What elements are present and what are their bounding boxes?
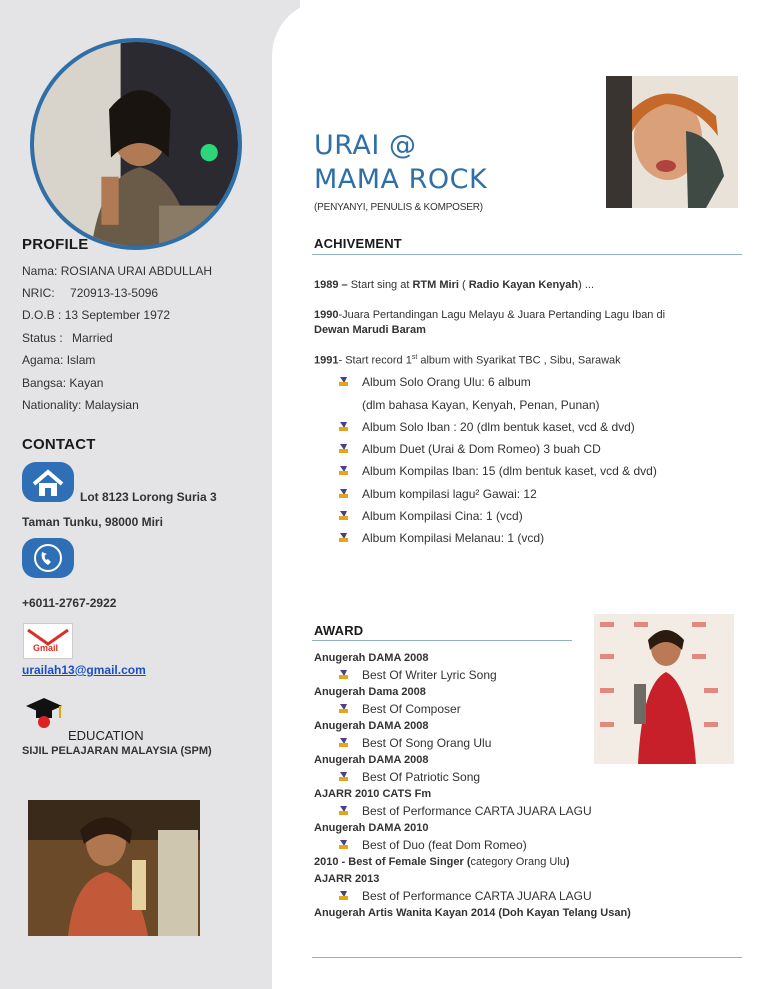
award-title: Anugerah DAMA 2008	[314, 652, 429, 664]
nric-value: 720913-13-5096	[70, 286, 159, 300]
award-title: Anugerah DAMA 2008	[314, 754, 429, 766]
home-icon	[22, 462, 74, 502]
agama-value: Islam	[66, 353, 96, 367]
text-1989-a: Start sing at	[347, 279, 413, 291]
contact-heading: CONTACT	[22, 436, 96, 453]
album-item: Album Kompilasi Cina: 1 (vcd)	[362, 509, 523, 523]
album-item: Album kompilasi lagu² Gawai: 12	[362, 487, 537, 501]
album-item: Album Kompilasi Melanau: 1 (vcd)	[362, 531, 545, 545]
award-photo	[594, 614, 734, 764]
text-1990-a: -Juara Pertandingan Lagu Melayu & Juara Pertanding Lagu Iban di	[338, 309, 666, 321]
education-value: SIJIL PELAJARAN MALAYSIA (SPM)	[22, 745, 212, 757]
bullet-icon	[339, 533, 348, 542]
achievement-1991	[314, 354, 621, 367]
name-value: ROSIANA URAI ABDULLAH	[60, 264, 213, 278]
bangsa-label: Bangsa:	[22, 376, 67, 390]
text-1989-c: (	[458, 279, 469, 291]
profile-row-bangsa	[22, 376, 103, 390]
bullet-icon	[339, 891, 348, 900]
year-1990: 1990	[314, 309, 339, 321]
award-item: Best Of Song Orang Ulu	[362, 736, 492, 750]
bullet-icon	[339, 704, 348, 713]
year-1991: 1991	[314, 354, 339, 367]
bullet-icon	[339, 772, 348, 781]
album-item: Album Solo Iban : 20 (dlm bentuk kaset, vcd & dvd)	[362, 420, 635, 434]
address-line2: Taman Tunku, 98000 Miri	[22, 515, 163, 529]
award-item: Best Of Writer Lyric Song	[362, 668, 497, 682]
bullet-icon	[339, 806, 348, 815]
text-1989-d: Radio Kayan Kenyah	[468, 279, 579, 291]
bullet-icon	[339, 511, 348, 520]
bullet-icon	[339, 738, 348, 747]
profile-row-status	[22, 331, 113, 345]
award-title: AJARR 2010 CATS Fm	[314, 788, 432, 800]
award-item: Best of Performance CARTA JUARA LAGU	[362, 804, 592, 818]
nric-label: NRIC:	[22, 286, 55, 300]
album-item: Album Duet (Urai & Dom Romeo) 3 buah CD	[362, 442, 601, 456]
bullet-icon	[339, 670, 348, 679]
dob-value: 13 September 1972	[64, 308, 171, 322]
name-label: Nama:	[22, 264, 58, 278]
nationality-label: Nationality:	[22, 398, 82, 412]
profile-row-dob	[22, 308, 170, 322]
album-item: Album Solo Orang Ulu: 6 album	[362, 375, 531, 389]
achievement-1989	[314, 279, 594, 291]
profile-row-agama	[22, 353, 95, 367]
text-1991-b: album with Syarikat TBC , Sibu, Sarawak	[417, 354, 621, 367]
text-1991-a: - Start record 1	[338, 354, 412, 367]
award-item: Best Of Composer	[362, 702, 461, 716]
profile-row-name	[22, 264, 212, 278]
award-title: Anugerah DAMA 2010	[314, 822, 429, 834]
award-item: Best of Duo (feat Dom Romeo)	[362, 838, 527, 852]
bullet-icon	[339, 840, 348, 849]
text-1989-e: ) ...	[578, 279, 595, 291]
bullet-icon	[339, 377, 348, 386]
year-1989: 1989 –	[314, 279, 348, 291]
profile-row-nric	[22, 286, 158, 300]
bullet-icon	[339, 466, 348, 475]
award-2010-close: )	[565, 856, 570, 868]
status-value: Married	[72, 331, 113, 345]
award-2010-main: 2010 - Best of Female Singer (	[314, 856, 471, 868]
gmail-icon-text: Gmail	[33, 643, 59, 653]
award-2010-category: category Orang Ulu	[470, 856, 566, 868]
award-title-2010	[314, 856, 570, 868]
performance-photo	[28, 800, 200, 936]
bullet-icon	[339, 489, 348, 498]
status-label: Status :	[22, 331, 63, 345]
achievement-heading: ACHIVEMENT	[314, 236, 402, 251]
award-item: Best of Performance CARTA JUARA LAGU	[362, 889, 592, 903]
graduation-cap-icon	[22, 692, 66, 730]
award-title: Anugerah Artis Wanita Kayan 2014 (Doh Kayan Telang Usan)	[314, 907, 631, 919]
achievement-1990-line2: Dewan Marudi Baram	[314, 324, 426, 336]
award-title: Anugerah DAMA 2008	[314, 720, 429, 732]
bullet-icon	[339, 444, 348, 453]
gmail-icon	[23, 623, 73, 659]
award-title: Anugerah Dama 2008	[314, 686, 426, 698]
phone-icon	[22, 538, 74, 578]
achievement-rule	[312, 254, 742, 255]
email-link[interactable]: urailah13@gmail.com	[22, 663, 146, 677]
education-heading: EDUCATION	[68, 728, 144, 743]
profile-row-nationality	[22, 398, 139, 412]
album-item: (dlm bahasa Kayan, Kenyah, Penan, Punan)	[362, 398, 600, 412]
address-line1: Lot 8123 Lorong Suria 3	[80, 490, 217, 504]
page-title-line1: URAI @	[314, 130, 417, 161]
award-rule	[312, 640, 572, 641]
bullet-icon	[339, 422, 348, 431]
footer-rule	[312, 957, 742, 958]
bangsa-value: Kayan	[69, 376, 104, 390]
nationality-value: Malaysian	[84, 398, 139, 412]
page-subtitle: (PENYANYI, PENULIS & KOMPOSER)	[314, 202, 483, 213]
agama-label: Agama:	[22, 353, 64, 367]
award-item: Best Of Patriotic Song	[362, 770, 481, 784]
achievement-1990-line1	[314, 309, 665, 321]
album-item: Album Kompilas Iban: 15 (dlm bentuk kaset, vcd & dvd)	[362, 464, 657, 478]
profile-photo	[30, 38, 242, 250]
award-title: AJARR 2013	[314, 873, 380, 885]
profile-heading: PROFILE	[22, 236, 89, 253]
portrait-photo	[606, 76, 738, 208]
award-heading: AWARD	[314, 623, 364, 638]
phone-number: +6011-2767-2922	[22, 596, 117, 610]
dob-label: D.O.B :	[22, 308, 62, 322]
page-title-line2: MAMA ROCK	[314, 164, 488, 195]
text-1991-sup: st	[411, 354, 418, 361]
text-1989-b: RTM Miri	[412, 279, 459, 291]
